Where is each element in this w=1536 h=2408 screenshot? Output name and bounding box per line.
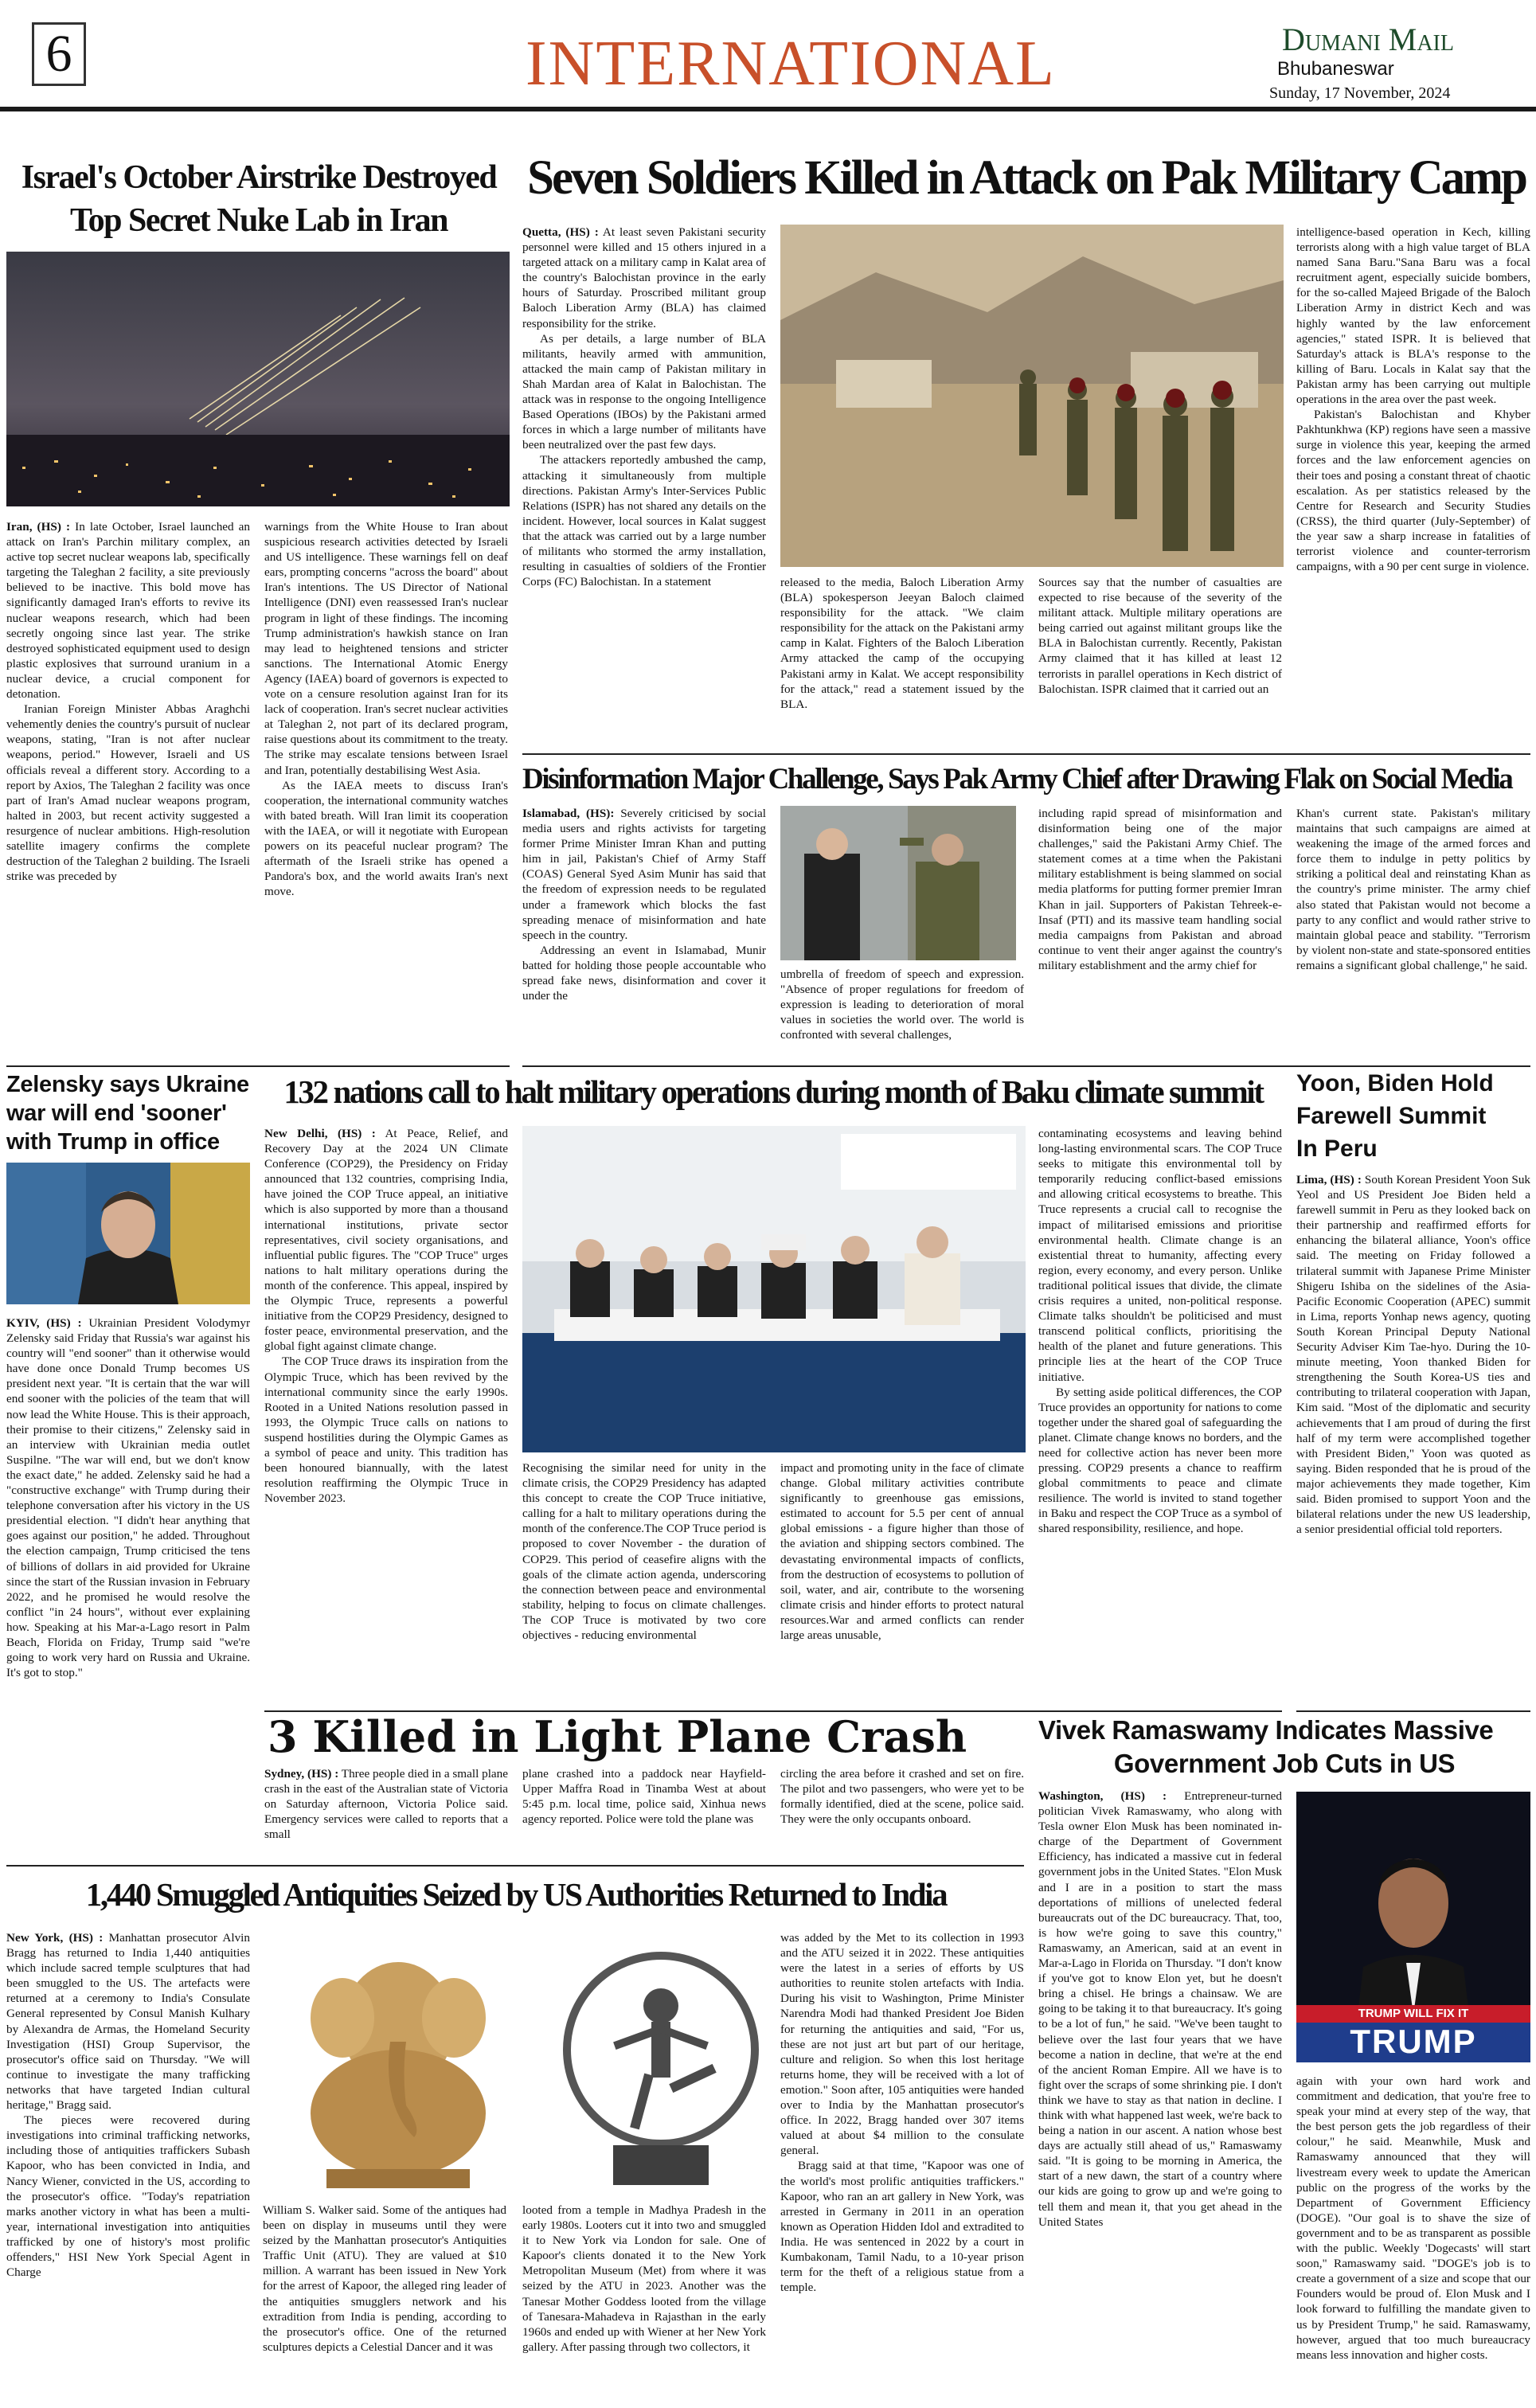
baku-col2: Recognising the similar need for unity in the climate crisis, the COP29 Presidency has adapted this concept to create the COP Truce initiative, calling for a halt to military operations during the month of the conference.The COP Truce period is proposed to cover November - the duration of COP29. This period of ceasefire aligns with the goals of the climate action agenda, underscoring the connection between peace and environmental stability, helping to focus on climate challenges. The COP Truce is motivated by two core objectives - reducing environmental <box>522 1461 766 1643</box>
plane-headline: 3 Killed in Light Plane Crash <box>268 1711 967 1762</box>
vivek-image <box>1296 1792 1530 2062</box>
disinfo-col2: umbrella of freedom of speech and expression. "Absence of proper regulations for freedom of expression is leading to deterioration of moral values in societies the world over. The world is confronted with several challenges, <box>780 968 1024 1042</box>
baku-col3: impact and promoting unity in the face of climate change. Global military activities contribute significantly to greenhouse gas emissions, estimated to account for 5.5 per cent of annual global emissions - a figure higher than those of the aviation and shipping sectors combined. The devastating environmental impacts of conflicts, from the destruction of ecosystems to pollution of soil, water, and air, contribute to the worsening climate crisis and hinder efforts to protect natural resources.War and armed conflicts can render large areas unusable, <box>780 1461 1024 1643</box>
soldiers-photo <box>780 225 1284 567</box>
israel-col1: Iran, (HS) : In late October, Israel launched an attack on Iran's Parchin military complex, an active top secret nuclear weapons lab, specifically targeting the Taleghan 2 facility, a site previously believed to be inactive. This bold move has significantly damaged Iran's efforts to revive its nuclear weapons research, which had been secretly ongoing since last year. The strike destroyed sophisticated equipment used to design plastic explosives that surround uranium in a nuclear device, a crucial component for detonation. Iranian Foreign Minister Abbas Araghchi vehemently denies the country's pursuit of nuclear weapons, stating, "Iran is not after nuclear weapons, period." However, Israeli and US officials reveal a different story. According to a report by Axios, The Taleghan 2 facility was once part of Iran's Amad nuclear weapons program, halted in 2003, but recent activity suggested a resurgence of nuclear ambitions. High-resolution satellite imagery confirms the complete destruction of the Taleghan 2 building. The Israeli strike was preceded by <box>6 520 250 884</box>
yoon-headline-line3: In Peru <box>1296 1136 1378 1162</box>
zelensky-image <box>6 1163 250 1304</box>
cop29-panel-photo <box>522 1126 1026 1452</box>
plane-col1: Sydney, (HS) : Three people died in a small plane crash in the east of the Australian state of Victoria on Saturday afternoon, Victoria Police said. Emergency services were called to reports that a small <box>264 1767 508 1842</box>
nataraja-statue-image <box>541 1930 780 2196</box>
yoon-col1: Lima, (HS) : South Korean President Yoon Suk Yeol and US President Joe Biden held a farewell summit in Peru as they looked back on their partnership and reaffirmed efforts for enhancing the bilateral alliance, Yoon's office said. The meeting on Friday followed a trilateral summit with Japanese Prime Minister Shigeru Ishiba on the sidelines of the Asia-Pacific Economic Cooperation (APEC) summit in Lima, reports Yonhap news agency, quoting South Korean Principal Deputy National Security Adviser Kim Tae-hyo. During the 10-minute meeting, Yoon thanked Biden for strengthening the South Korea-US ties and contributing to trilateral cooperation with Japan, Kim said. "Most of the diplomatic and security achievements that I am proud of during the first half of my term were accomplished together with President Biden," Yoon was quoted as saying. Biden responded that he is proud of the major achievements they made together, Kim said. Biden promised to support Yoon and the bilateral relations under the new US leadership, a senior presidential official told reporters. <box>1296 1173 1530 1537</box>
paper-logo: Dumani Mail <box>1282 22 1454 57</box>
antiq-headline: 1,440 Smuggled Antiquities Seized by US Authorities Returned to India <box>85 1876 947 1913</box>
zelensky-headline <box>6 1070 250 1156</box>
ganesha-photo <box>263 1930 533 2196</box>
vivek-col1: Washington, (HS) : Entrepreneur-turned politician Vivek Ramaswamy, who along with Tesla owner Elon Musk has been nominated in-charge of the Department of Government Efficiency, has indicated a massive cut in federal government jobs in the United States. "Elon Musk and I are in a position to start the mass deportations of millions of unelected federal bureaucrats out of the DC bureaucracy. That, too, is how we're going to save this country," Ramaswamy, an American, said at an event in Mar-a-Lago in Florida on Thursday. "I don't know if you've got to know Elon yet, but he doesn't bring a chisel. He brings a chainsaw. We are going to be taking it to that bureaucracy. It's going to be a lot of fun," he said. "We've been taught to believe over the last four years that we have become a nation in decline, that we're at the end of the ancient Roman Empire. All we have is to fight over the scraps of some shrinking pie. I don't think we have to stay as that nation in decline. I think with what happened last week, we're back to being a nation in our ascent. A nation whose best days are actually still ahead of us," Ramaswamy said. "It is going to be morning in America, the start of a new dawn, the start of a country where our kids are going to grow up and we're going to tell them and mean it, that you get ahead in the United States <box>1038 1789 1282 2229</box>
antiq-col3: looted from a temple in Madhya Pradesh in the early 1980s. Looters cut it into two and smuggled it to New York via London for sale. One of Kapoor's clients donated it to the New York Metropolitan Museum (Met) from where it was seized by the ATU in 2023. Another was the Tanesar Mother Goddess looted from the village of Tanesara-Mahadeva in Rajasthan in the early 1960s and ended up with Wiener at her New York gallery. After passing through two collectors, it <box>522 2203 766 2354</box>
plane-col3: circling the area before it crashed and set on fire. The pilot and two passengers, who were yet to be formally identified, died at the scene, police said. They were the only occupants onboard. <box>780 1767 1024 1827</box>
disinfo-col1: Islamabad, (HS): Severely criticised by social media users and rights activists for targeting former Prime Minister Imran Khan and putting him in jail, Pakistan's Chief of Army Staff (COAS) General Syed Asim Munir has said that the freedom of expression needs to be regulated under a framework which blocks the fast spreading menace of misinformation and hate speech in the country. Addressing an event in Islamabad, Munir batted for holding those people accountable who spread fake news, disinformation and cover it under the <box>522 807 766 1003</box>
baku-col1: New Delhi, (HS) : At Peace, Relief, and Recovery Day at the 2024 UN Climate Conference (COP29), the Presidency on Friday announced that 132 countries, comprising India, have joined the COP Truce appeal, an initiative which is also supported by more than a thousand international institutions, private sector representatives, civil society organisations, and influential public figures. The "COP Truce" urges nations to halt military operations during the month of the conference. This appeal, inspired by the Olympic Truce, represents a powerful initiative from the COP29 Presidency, designed to foster peace, environmental preservation, and the global fight against climate change. The COP Truce draws its inspiration from the Olympic Truce, which has been revived by the international community since the early 1990s. Rooted in a United Nations resolution passed in 1993, the Olympic Truce calls on nations to suspend hostilities during the Olympic Games as a symbol of peace and unity. This tradition has been honoured biannually, with the latest resolution reaffirming the Olympic Truce in November 2023. <box>264 1127 508 1506</box>
pak-col4: intelligence-based operation in Kech, killing terrorists along with a high value target of BLA named Sana Baru."Sana Baru was a focal recruitment agent, especially suicide bombers, for the so-called Majeed Brigade of the Baloch Liberation Army in district Kech and was highly wanted by the law enforcement agencies," stated ISPR. It is believed that Saturday's attack is BLA's response to the killing of Baru. Locals in Kalat say that the Pakistan army has been carrying out multiple operations in the area over the past week. Pakistan's Balochistan and Khyber Pakhtunkhwa (KP) regions have seen a massive surge in violence this year, keeping the armed forces and the law enforcement agencies on their toes and posing a constant threat of chaotic escalation. As per statistics released by the Centre for Research and Security Studies (CRSS), the third quarter (July-September) of the year saw a sharp increase in fatalities of terrorist violence and counter-terrorism campaigns, with a 90 per cent surge in violence. <box>1296 225 1530 574</box>
israel-headline-line1: Israel's October Airstrike Destroyed <box>21 159 497 196</box>
page-number-box <box>32 22 86 86</box>
night-sky-missiles-image <box>6 252 510 506</box>
disinfo-headline: Disinformation Major Challenge, Says Pak Army Chief after Drawing Flak on Social Media <box>522 763 1512 796</box>
vivek-photo <box>1296 1792 1530 2062</box>
zelensky-headline-line1: Zelensky says Ukraine <box>6 1072 249 1097</box>
pak-headline: Seven Soldiers Killed in Attack on Pak Military Camp <box>527 151 1526 205</box>
army-chief-photo <box>780 806 1016 960</box>
pak-col1: Quetta, (HS) : At least seven Pakistani security personnel were killed and 15 others injured in a targeted attack on a military camp in Kalat area of the country's Balochistan province in the early hours of Saturday. Proscribed militant group Baloch Liberation Army (BLA) has claimed responsibility for the strike. As per details, a large number of BLA militants, heavily armed with ammunition, attacked the main camp of Pakistan military in Shah Mardan area of Kalat in Balochistan. The attack was in response to the ongoing Intelligence Based Operations (IBOs) by the Pakistani armed forces in which a large number of militants have been neutralized over the past few days. The attackers reportedly ambushed the camp, attacking it simultaneously from multiple directions. Pakistan Army's Inter-Services Public Relations (ISPR) has not shared any details on the incident. However, local sources in Kalat suggest that the attack was carried out by a large number of militants who stormed the army installation, resulting in casualties of soldiers of the Frontier Corps (FC) Balochistan. In a statement <box>522 225 766 589</box>
baku-headline: 132 nations call to halt military operations during month of Baku climate summit <box>283 1073 1263 1110</box>
soldiers-image <box>780 225 1284 567</box>
sign-bottom-text: TRUMP <box>1350 2023 1477 2060</box>
masthead-rule <box>0 107 1536 111</box>
army-chief-image <box>780 806 1016 960</box>
vivek-headline-line1: Vivek Ramaswamy Indicates Massive <box>1038 1715 1494 1745</box>
issue-date: Sunday, 17 November, 2024 <box>1269 84 1451 102</box>
yoon-headline-line1: Yoon, Biden Hold <box>1296 1070 1494 1096</box>
section-title: INTERNATIONAL <box>526 29 1056 99</box>
antiq-col1: New York, (HS) : Manhattan prosecutor Alvin Bragg has returned to India 1,440 antiquities which include sacred temple sculptures that had been smuggled to the US. The artefacts were returned at a ceremony to India's Consulate General represented by Consul Manish Kulhary by Alexandra de Armas, the Homeland Security Investigation (HSI) Group Supervisor, the prosecutor's office said on Thursday. "We will continue to investigate the many trafficking networks that have targeted Indian cultural heritage," Bragg said. The pieces were recovered during investigations into criminal trafficking networks, including those of antiquities traffickers Subash Kapoor, who has been convicted in India, and Nancy Wiener, convicted in the US, according to the prosecutor's office. "Today's repatriation marks another victory in what has been a multi-year, international investigation into antiquities trafficked by one of history's most prolific offenders," HSI New York Special Agent in Charge <box>6 1931 250 2280</box>
antiq-col4: was added by the Met to its collection in 1993 and the ATU seized it in 2022. These antiquities were the latest in a series of efforts by US authorities to reunite stolen artefacts with India. During his visit to Washington, Prime Minister Narendra Modi had thanked President Joe Biden for returning the antiquities and said, "For us, these are not just art but part of our heritage, culture and religion. So when this lost heritage returns home, they will be received with a lot of emotion." Soon after, 105 antiquities were handed over to India by the Manhattan prosecutor's office. In 2022, Bragg handed over 307 items valued at about $4 million to the consulate general. Bragg said at that time, "Kapoor was one of the world's most prolific antiquities traffickers." Kapoor, who ran an art gallery in New York, was arrested in Germany in 2011 in an operation known as Operation Hidden Idol and extradited to India. He was sentenced in 2022 by a court in Kumbakonam, Tamil Nadu, to a 10-year prison term for the theft of a religious statue from a temple. <box>780 1931 1024 2295</box>
baku-col4: contaminating ecosystems and leaving behind long-lasting environmental scars. The COP Truce seeks to mitigate this environmental toll by temporarily reducing conflict-based emissions and allowing critical ecosystems to breathe. This Truce represents a crucial call to recognise the impact of militarised emissions and prioritise environmental health. Climate change is an existential threat to humanity, affecting every region, every economy, and every person. Unlike traditional political issues that divide, the climate crisis requires a united, non-political response. Climate talks shouldn't be politicised and must transcend political conflicts, prioritising the health of the planet and future generations. This principle lies at the heart of the COP Truce initiative. By setting aside political differences, the COP Truce provides an opportunity for nations to come together under the shared goal of safeguarding the planet. Climate change knows no borders, and the need for collective action has never been more pressing. COP29 presents a chance to reaffirm global commitments to peace and climate resilience. The world is invited to stand together in Baku and respect the COP Truce as a symbol of shared responsibility, resilience, and hope. <box>1038 1127 1282 1536</box>
disinfo-col3: including rapid spread of misinformation and disinformation being one of the major challenges," said the Pakistani Army Chief. The statement comes at a time when the Pakistani military establishment is being slammed on social media platforms for putting former premier Imran Khan in jail. Supporters of Pakistan Tehreek-e-Insaf (PTI) and its massive team handling social media campaigns from Pakistan and abroad continue to vent their anger against the country's military establishment and the army chief for <box>1038 807 1282 972</box>
ganesha-sculpture-image <box>263 1930 533 2196</box>
israel-col2: warnings from the White House to Iran about suspicious research activities detected by Israeli and US intelligence. These warnings fell on deaf ears, prompting concerns "across the board" about Iran's intentions. The US Director of National Intelligence (DNI) even reassessed Iran's nuclear program in light of these findings. The incoming Trump administration's hawkish stance on Iran may lead to heightened tensions and stricter sanctions. The International Atomic Energy Agency (IAEA) board of governors is expected to vote on a censure resolution against Iran for its lack of cooperation. Iran's secret nuclear activities at Taleghan 2, not part of its declared program, raise questions about its commitment to the treaty. The strike may escalate tensions between Israel and Iran, potentially destabilising West Asia. As the IAEA meets to discuss Iran's cooperation, the international community watches with bated breath. Will Iran limit its cooperation with the IAEA, or will it negotiate with European powers on its peaceful nuclear program? The aftermath of the Israeli strike has opened a Pandora's box, and the world awaits Iran's next move. <box>264 520 508 899</box>
antiq-col2: William S. Walker said. Some of the antiques had been on display in museums until they were seized by the Manhattan prosecutor's Antiquities Traffic Unit (ATU). They are valued at $10 million. A warrant has been issued in New York for the arrest of Kapoor, the alleged ring leader of the antiquities smugglers network and his extradition from India is pending, according to the prosecutor's office. One of the returned sculptures depicts a Celestial Dancer and it was <box>263 2203 506 2354</box>
pak-col2: released to the media, Baloch Liberation Army (BLA) spokesperson Jeeyan Baloch claimed responsibility for the attack. "We claim responsibility for the attack on the Pakistani army camp in Kalat. Fighters of the Baloch Liberation Army attacked the camp of the occupying Pakistani army in Kalat. We accept responsibility for the attack," read a statement issued by the BLA. <box>780 576 1024 711</box>
zelensky-headline-line2: war will end 'sooner' <box>6 1100 227 1126</box>
plane-col2: plane crashed into a paddock near Hayfield-Upper Maffra Road in Tinamba West at about 5:45 p.m. local time, police said, Xinhua news agency reported. Police were told the plane was <box>522 1767 766 1827</box>
zelensky-headline-line3: with Trump in office <box>6 1129 220 1155</box>
plane-rule <box>6 1865 1024 1867</box>
paper-city: Bhubaneswar <box>1277 58 1394 80</box>
zelensky-photo <box>6 1163 250 1304</box>
sign-top-text: TRUMP WILL FIX IT <box>1358 2007 1469 2020</box>
yoon-headline <box>1296 1067 1530 1165</box>
nataraja-photo <box>541 1930 780 2196</box>
pak-col3: Sources say that the number of casualties are expected to rise because of the severity of the militant attack. Multiple military operations are being carried out against militant groups like the BLA in Balochistan currently. Recently, Pakistan Army claimed that it has killed at least 12 terrorists in parallel operations in Kech district of Balochistan. ISPR claimed that it carried out an <box>1038 576 1282 696</box>
vivek-headline-line2: Government Job Cuts in US <box>1113 1749 1456 1778</box>
pak-rule <box>522 753 1530 755</box>
airstrike-photo <box>6 252 510 506</box>
zelensky-col1: KYIV, (HS) : Ukrainian President Volodymyr Zelensky said Friday that Russia's war against his country will "end sooner" than it otherwise would have done once Donald Trump becomes US president next year. "It is certain that the war will end sooner with the policies of the team that will now lead the White House. This is their approach, their promise to their citizens," Zelensky said in an interview with Ukrainian media outlet Suspilne. "The war will end, but we don't know the exact date," he added. Zelensky said he had a "constructive exchange" with Trump during their telephone conversation after his victory in the US presidential election. "I didn't hear anything that goes against our position," he added. Throughout the election campaign, Trump criticised the tens of billions of dollars in aid provided for Ukraine since the start of the Russian invasion in February 2022, and he promised he would resolve the conflict "in 24 hours", without ever explaining how. Speaking at his Mar-a-Lago resort in Palm Beach, Florida on Friday, Trump said "we're going to work very hard on Russia and Ukraine. It's got to stop." <box>6 1316 250 1680</box>
cop29-panel-image <box>522 1126 1026 1452</box>
yoon-headline-line2: Farewell Summit <box>1296 1103 1487 1129</box>
vivek-headline <box>1038 1714 1530 1781</box>
page-number: 6 <box>45 25 72 83</box>
israel-headline-line2: Top Secret Nuke Lab in Iran <box>69 202 448 239</box>
vivek-col2: again with your own hard work and commitment and dedication, that you're free to speak your mind at every step of the way, that the best person gets the job regardless of their colour," he said. Meanwhile, Musk and Ramaswamy announced that they will livestream every week to update the American public on the progress of the works by the Department of Government Efficiency (DOGE). "Our goal is to shave the size of government and to be as transparent as possible with the public. Weekly 'Dogecasts' will start soon," Ramaswamy said. "DOGE's job is to create a government of a size and scope that our Founders would be proud of. Elon Musk and I look forward to fulfilling the mandate given to us by President Trump," he said. Ramaswamy, however, argued that too much bureaucracy means less innovation and higher costs. <box>1296 2074 1530 2362</box>
israel-headline <box>8 156 510 242</box>
yoon-rule <box>1296 1710 1530 1712</box>
disinfo-col4: Khan's current state. Pakistan's military maintains that such campaigns are aimed at weakening the image of the armed forces and force them to indulge in petty politics by striking a political deal and reinstating Khan as the country's prime minister. The army chief also stated that Pakistan would not become a party to any conflict and would rather strive to maintain global peace and stability. "Terrorism by violent non-state and state-sponsored entities remains a significant global challenge," he said. <box>1296 807 1530 972</box>
